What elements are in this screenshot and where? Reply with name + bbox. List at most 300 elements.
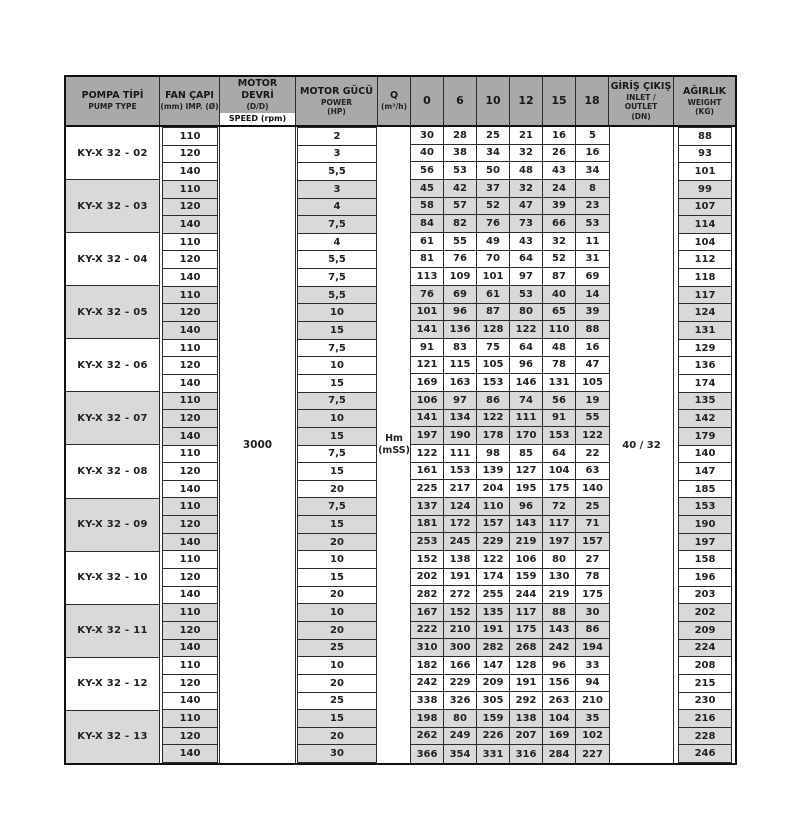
head-value-cell: 226 xyxy=(477,728,510,746)
head-value-cell: 53 xyxy=(576,215,609,233)
head-value-cell: 210 xyxy=(576,692,609,710)
head-value-cell: 25 xyxy=(477,127,510,145)
head-value-cell: 64 xyxy=(510,339,543,357)
head-value-cell: 249 xyxy=(444,728,477,746)
head-value-cell: 124 xyxy=(444,498,477,516)
motor-power-cell: 7,5 xyxy=(297,393,377,411)
head-value-cell: 197 xyxy=(411,427,444,445)
head-value-cell: 292 xyxy=(510,692,543,710)
head-value-cell: 141 xyxy=(411,410,444,428)
weight-cell: 202 xyxy=(678,604,732,622)
head-value-cell: 156 xyxy=(543,675,576,693)
head-value-cell: 190 xyxy=(444,427,477,445)
header-power-unit: (HP) xyxy=(327,106,346,116)
header-pump-type xyxy=(66,77,160,125)
head-value-cell: 105 xyxy=(576,374,609,392)
head-value-cell: 338 xyxy=(411,692,444,710)
head-value-cell: 225 xyxy=(411,480,444,498)
motor-power-cell: 15 xyxy=(297,322,377,340)
head-value-cell: 76 xyxy=(477,215,510,233)
head-unit-mss: (mSS) xyxy=(378,445,410,456)
fan-diameter-cell: 120 xyxy=(162,516,218,534)
head-value-cell: 50 xyxy=(477,162,510,180)
motor-power-cell: 4 xyxy=(297,234,377,252)
motor-power-cell: 5,5 xyxy=(297,163,377,181)
head-value-cell: 222 xyxy=(411,622,444,640)
weight-cell: 246 xyxy=(678,745,732,763)
motor-power-column xyxy=(296,127,378,763)
header-motor-power xyxy=(296,77,378,125)
fan-diameter-cell: 140 xyxy=(162,163,218,181)
motor-power-cell: 5,5 xyxy=(297,251,377,269)
head-value-cell: 47 xyxy=(576,357,609,375)
head-value-cell: 207 xyxy=(510,728,543,746)
head-value-cell: 24 xyxy=(543,180,576,198)
motor-speed-merged-cell: 3000 xyxy=(220,127,296,763)
pump-type-cell: KY-X 32 - 10 xyxy=(66,552,160,605)
motor-power-cell: 20 xyxy=(297,481,377,499)
motor-power-cell: 25 xyxy=(297,640,377,658)
head-value-cell: 96 xyxy=(444,304,477,322)
head-value-cell: 87 xyxy=(543,268,576,286)
fan-diameter-cell: 120 xyxy=(162,569,218,587)
head-value-cell: 26 xyxy=(543,145,576,163)
head-value-cell: 39 xyxy=(576,304,609,322)
motor-power-cell: 10 xyxy=(297,657,377,675)
head-value-cell: 86 xyxy=(477,392,510,410)
head-value-cell: 52 xyxy=(543,251,576,269)
head-value-cell: 128 xyxy=(477,321,510,339)
head-value-cell: 191 xyxy=(444,569,477,587)
head-value-cell: 153 xyxy=(477,374,510,392)
head-value-cell: 91 xyxy=(543,410,576,428)
header-flow-0: 0 xyxy=(411,77,444,125)
head-value-cell: 178 xyxy=(477,427,510,445)
head-value-cell: 272 xyxy=(444,586,477,604)
head-value-cell: 81 xyxy=(411,251,444,269)
head-value-cell: 104 xyxy=(543,710,576,728)
head-value-cell: 117 xyxy=(543,516,576,534)
header-fan-tr: FAN ÇAPI xyxy=(165,90,214,102)
motor-power-cell: 15 xyxy=(297,375,377,393)
head-value-cell: 121 xyxy=(411,357,444,375)
head-value-cell: 181 xyxy=(411,516,444,534)
pump-type-cell: KY-X 32 - 13 xyxy=(66,711,160,763)
pump-type-cell: KY-X 32 - 05 xyxy=(66,286,160,339)
head-value-cell: 202 xyxy=(411,569,444,587)
head-value-cell: 8 xyxy=(576,180,609,198)
motor-power-cell: 4 xyxy=(297,199,377,217)
head-value-cell: 141 xyxy=(411,321,444,339)
weight-cell: 136 xyxy=(678,357,732,375)
motor-power-cell: 30 xyxy=(297,745,377,763)
head-value-cell: 70 xyxy=(477,251,510,269)
head-value-cell: 88 xyxy=(543,604,576,622)
head-value-cell: 197 xyxy=(543,533,576,551)
fan-diameter-cell: 120 xyxy=(162,251,218,269)
header-speed-dd: (D/D) xyxy=(246,102,269,112)
head-value-cell: 229 xyxy=(444,675,477,693)
head-value-cell: 71 xyxy=(576,516,609,534)
weight-cell: 114 xyxy=(678,216,732,234)
head-value-cell: 19 xyxy=(576,392,609,410)
fan-diameter-cell: 110 xyxy=(162,551,218,569)
head-value-cell: 25 xyxy=(576,498,609,516)
head-value-cell: 122 xyxy=(477,551,510,569)
pump-type-cell: KY-X 32 - 06 xyxy=(66,339,160,392)
head-value-cell: 30 xyxy=(576,604,609,622)
pump-type-cell: KY-X 32 - 09 xyxy=(66,499,160,552)
head-value-cell: 53 xyxy=(444,162,477,180)
header-flow-12: 12 xyxy=(510,77,543,125)
header-fan-diameter xyxy=(160,77,220,125)
pump-type-cell: KY-X 32 - 11 xyxy=(66,605,160,658)
weight-cell: 93 xyxy=(678,146,732,164)
head-value-cell: 69 xyxy=(444,286,477,304)
head-value-cell: 195 xyxy=(510,480,543,498)
motor-power-cell: 10 xyxy=(297,551,377,569)
head-value-cell: 111 xyxy=(510,410,543,428)
head-value-cell: 101 xyxy=(411,304,444,322)
weight-cell: 190 xyxy=(678,516,732,534)
head-value-cell: 27 xyxy=(576,551,609,569)
head-value-cell: 134 xyxy=(444,410,477,428)
header-inlet-outlet xyxy=(609,77,674,125)
fan-diameter-cell: 110 xyxy=(162,393,218,411)
fan-diameter-cell: 140 xyxy=(162,481,218,499)
header-weight-unit: (KG) xyxy=(695,106,714,116)
weight-cell: 224 xyxy=(678,640,732,658)
fan-diameter-cell: 120 xyxy=(162,410,218,428)
head-value-cell: 78 xyxy=(543,357,576,375)
head-value-cell: 191 xyxy=(477,622,510,640)
fan-diameter-cell: 110 xyxy=(162,234,218,252)
pump-type-cell: KY-X 32 - 03 xyxy=(66,180,160,233)
head-value-cell: 40 xyxy=(411,145,444,163)
weight-cell: 131 xyxy=(678,322,732,340)
head-value-cell: 48 xyxy=(510,162,543,180)
head-value-cell: 204 xyxy=(477,480,510,498)
motor-power-cell: 15 xyxy=(297,569,377,587)
head-value-cell: 242 xyxy=(411,675,444,693)
head-value-cell: 170 xyxy=(510,427,543,445)
head-value-cell: 153 xyxy=(444,463,477,481)
motor-power-cell: 2 xyxy=(297,127,377,146)
head-value-cell: 115 xyxy=(444,357,477,375)
head-value-cell: 157 xyxy=(477,516,510,534)
weight-cell: 107 xyxy=(678,199,732,217)
head-value-cell: 169 xyxy=(411,374,444,392)
head-value-cell: 14 xyxy=(576,286,609,304)
motor-power-cell: 20 xyxy=(297,534,377,552)
head-value-cell: 32 xyxy=(543,233,576,251)
weight-cell: 215 xyxy=(678,675,732,693)
head-value-cell: 80 xyxy=(510,304,543,322)
head-value-cell: 40 xyxy=(543,286,576,304)
fan-diameter-cell: 140 xyxy=(162,428,218,446)
head-value-cell: 138 xyxy=(444,551,477,569)
head-value-cell: 76 xyxy=(444,251,477,269)
head-value-cell: 87 xyxy=(477,304,510,322)
motor-power-cell: 10 xyxy=(297,304,377,322)
head-value-cell: 128 xyxy=(510,657,543,675)
head-value-cell: 39 xyxy=(543,198,576,216)
head-value-cell: 55 xyxy=(576,410,609,428)
head-value-cell: 57 xyxy=(444,198,477,216)
head-value-cell: 135 xyxy=(477,604,510,622)
head-value-cell: 73 xyxy=(510,215,543,233)
weight-cell: 112 xyxy=(678,251,732,269)
head-value-cell: 101 xyxy=(477,268,510,286)
head-value-cell: 11 xyxy=(576,233,609,251)
head-value-cell: 152 xyxy=(411,551,444,569)
head-value-cell: 127 xyxy=(510,463,543,481)
head-value-cell: 139 xyxy=(477,463,510,481)
fan-diameter-cell: 110 xyxy=(162,287,218,305)
head-value-cell: 32 xyxy=(510,145,543,163)
fan-diameter-cell: 140 xyxy=(162,322,218,340)
motor-power-cell: 10 xyxy=(297,410,377,428)
head-value-cell: 227 xyxy=(576,745,609,763)
head-value-cell: 16 xyxy=(543,127,576,145)
head-value-cell: 53 xyxy=(510,286,543,304)
head-value-cell: 45 xyxy=(411,180,444,198)
head-value-cell: 104 xyxy=(543,463,576,481)
head-value-cell: 282 xyxy=(477,639,510,657)
head-value-cell: 130 xyxy=(543,569,576,587)
weight-cell: 147 xyxy=(678,463,732,481)
head-value-cell: 34 xyxy=(477,145,510,163)
head-value-cell: 244 xyxy=(510,586,543,604)
head-value-cell: 122 xyxy=(477,410,510,428)
pump-type-cell: KY-X 32 - 12 xyxy=(66,658,160,711)
fan-diameter-cell: 120 xyxy=(162,675,218,693)
head-value-cell: 65 xyxy=(543,304,576,322)
header-q-symbol: Q xyxy=(389,90,399,102)
head-value-cell: 96 xyxy=(510,498,543,516)
head-value-cell: 354 xyxy=(444,745,477,763)
head-value-cell: 76 xyxy=(411,286,444,304)
head-value-cell: 85 xyxy=(510,445,543,463)
head-value-cell: 146 xyxy=(510,374,543,392)
head-values-grid xyxy=(411,127,609,763)
head-value-cell: 28 xyxy=(444,127,477,145)
head-value-cell: 94 xyxy=(576,675,609,693)
head-value-cell: 56 xyxy=(543,392,576,410)
head-value-cell: 80 xyxy=(543,551,576,569)
head-value-cell: 242 xyxy=(543,639,576,657)
fan-diameter-column xyxy=(160,127,220,763)
fan-diameter-cell: 120 xyxy=(162,146,218,164)
head-value-cell: 52 xyxy=(477,198,510,216)
head-value-cell: 56 xyxy=(411,162,444,180)
motor-power-cell: 10 xyxy=(297,604,377,622)
header-weight-en: WEIGHT xyxy=(687,97,722,107)
head-value-cell: 31 xyxy=(576,251,609,269)
head-value-cell: 166 xyxy=(444,657,477,675)
weight-cell: 142 xyxy=(678,410,732,428)
header-q-unit: (m³/h) xyxy=(380,102,408,112)
weight-cell: 99 xyxy=(678,181,732,199)
fan-diameter-cell: 140 xyxy=(162,745,218,763)
motor-power-cell: 3 xyxy=(297,181,377,199)
motor-power-cell: 10 xyxy=(297,357,377,375)
head-value-cell: 209 xyxy=(477,675,510,693)
head-value-cell: 245 xyxy=(444,533,477,551)
header-weight-tr: AĞIRLIK xyxy=(683,85,726,97)
head-value-cell: 366 xyxy=(411,745,444,763)
head-value-cell: 159 xyxy=(510,569,543,587)
head-value-cell: 175 xyxy=(510,622,543,640)
head-value-cell: 198 xyxy=(411,710,444,728)
head-value-cell: 159 xyxy=(477,710,510,728)
motor-power-cell: 7,5 xyxy=(297,446,377,464)
head-value-cell: 172 xyxy=(444,516,477,534)
head-value-cell: 102 xyxy=(576,728,609,746)
header-pump-type-tr: POMPA TİPİ xyxy=(81,90,144,102)
head-value-cell: 32 xyxy=(510,180,543,198)
weight-cell: 88 xyxy=(678,127,732,146)
head-value-cell: 117 xyxy=(510,604,543,622)
pump-type-cell: KY-X 32 - 07 xyxy=(66,392,160,445)
head-value-cell: 35 xyxy=(576,710,609,728)
fan-diameter-cell: 110 xyxy=(162,710,218,728)
fan-diameter-cell: 140 xyxy=(162,269,218,287)
head-value-cell: 137 xyxy=(411,498,444,516)
fan-diameter-cell: 110 xyxy=(162,127,218,146)
head-value-cell: 111 xyxy=(444,445,477,463)
head-value-cell: 61 xyxy=(411,233,444,251)
motor-power-cell: 15 xyxy=(297,516,377,534)
head-value-cell: 268 xyxy=(510,639,543,657)
head-value-cell: 58 xyxy=(411,198,444,216)
head-value-cell: 163 xyxy=(444,374,477,392)
weight-cell: 185 xyxy=(678,481,732,499)
fan-diameter-cell: 140 xyxy=(162,693,218,711)
weight-cell: 101 xyxy=(678,163,732,181)
head-value-cell: 64 xyxy=(510,251,543,269)
motor-power-cell: 15 xyxy=(297,710,377,728)
head-value-cell: 23 xyxy=(576,198,609,216)
motor-power-cell: 20 xyxy=(297,675,377,693)
weight-cell: 104 xyxy=(678,234,732,252)
motor-power-cell: 7,5 xyxy=(297,498,377,516)
header-flow-15: 15 xyxy=(543,77,576,125)
fan-diameter-cell: 120 xyxy=(162,728,218,746)
head-value-cell: 182 xyxy=(411,657,444,675)
weight-cell: 196 xyxy=(678,569,732,587)
head-value-cell: 43 xyxy=(543,162,576,180)
weight-cell: 230 xyxy=(678,693,732,711)
motor-power-cell: 20 xyxy=(297,728,377,746)
header-pump-type-en: PUMP TYPE xyxy=(88,102,137,112)
fan-diameter-cell: 120 xyxy=(162,463,218,481)
header-speed-en: SPEED (rpm) xyxy=(228,114,287,123)
head-value-cell: 122 xyxy=(510,321,543,339)
head-value-cell: 69 xyxy=(576,268,609,286)
weight-cell: 208 xyxy=(678,657,732,675)
head-value-cell: 253 xyxy=(411,533,444,551)
head-value-cell: 122 xyxy=(411,445,444,463)
head-value-cell: 16 xyxy=(576,145,609,163)
head-value-cell: 217 xyxy=(444,480,477,498)
head-value-cell: 109 xyxy=(444,268,477,286)
weight-cell: 209 xyxy=(678,622,732,640)
head-value-cell: 331 xyxy=(477,745,510,763)
head-value-cell: 316 xyxy=(510,745,543,763)
header-power-tr: MOTOR GÜCÜ xyxy=(300,85,373,97)
head-value-cell: 47 xyxy=(510,198,543,216)
motor-power-cell: 3 xyxy=(297,146,377,164)
head-value-cell: 33 xyxy=(576,657,609,675)
motor-power-cell: 7,5 xyxy=(297,216,377,234)
fan-diameter-cell: 110 xyxy=(162,657,218,675)
header-fan-unit: (mm) IMP. (Ø) xyxy=(160,102,219,112)
head-unit-merged-cell xyxy=(378,127,411,763)
weight-cell: 158 xyxy=(678,551,732,569)
header-flow-q xyxy=(378,77,411,125)
head-value-cell: 110 xyxy=(477,498,510,516)
header-flow-6: 6 xyxy=(444,77,477,125)
weight-cell: 216 xyxy=(678,710,732,728)
fan-diameter-cell: 120 xyxy=(162,304,218,322)
head-value-cell: 38 xyxy=(444,145,477,163)
head-value-cell: 96 xyxy=(543,657,576,675)
head-value-cell: 106 xyxy=(510,551,543,569)
weight-cell: 174 xyxy=(678,375,732,393)
weight-cell: 153 xyxy=(678,498,732,516)
head-value-cell: 75 xyxy=(477,339,510,357)
head-value-cell: 106 xyxy=(411,392,444,410)
head-unit-hm: Hm xyxy=(385,432,403,444)
head-value-cell: 157 xyxy=(576,533,609,551)
motor-power-cell: 20 xyxy=(297,622,377,640)
motor-power-cell: 7,5 xyxy=(297,340,377,358)
head-value-cell: 55 xyxy=(444,233,477,251)
head-value-cell: 5 xyxy=(576,127,609,145)
weight-cell: 124 xyxy=(678,304,732,322)
head-value-cell: 43 xyxy=(510,233,543,251)
head-value-cell: 63 xyxy=(576,463,609,481)
head-value-cell: 305 xyxy=(477,692,510,710)
head-value-cell: 16 xyxy=(576,339,609,357)
head-value-cell: 326 xyxy=(444,692,477,710)
head-value-cell: 147 xyxy=(477,657,510,675)
head-value-cell: 143 xyxy=(543,622,576,640)
header-inlet-unit: (DN) xyxy=(631,111,651,121)
header-motor-speed xyxy=(220,77,296,125)
head-value-cell: 255 xyxy=(477,586,510,604)
head-value-cell: 152 xyxy=(444,604,477,622)
head-value-cell: 72 xyxy=(543,498,576,516)
header-speed-tr: MOTOR DEVRİ xyxy=(237,77,278,102)
head-value-cell: 88 xyxy=(576,321,609,339)
head-value-cell: 194 xyxy=(576,639,609,657)
head-value-cell: 86 xyxy=(576,622,609,640)
head-value-cell: 82 xyxy=(444,215,477,233)
head-value-cell: 98 xyxy=(477,445,510,463)
motor-power-cell: 25 xyxy=(297,693,377,711)
head-value-cell: 48 xyxy=(543,339,576,357)
fan-diameter-cell: 110 xyxy=(162,340,218,358)
fan-diameter-cell: 120 xyxy=(162,622,218,640)
head-value-cell: 161 xyxy=(411,463,444,481)
head-value-cell: 169 xyxy=(543,728,576,746)
head-value-cell: 174 xyxy=(477,569,510,587)
header-motor-speed-gray-block xyxy=(220,77,295,113)
head-value-cell: 97 xyxy=(510,268,543,286)
weight-cell: 129 xyxy=(678,340,732,358)
